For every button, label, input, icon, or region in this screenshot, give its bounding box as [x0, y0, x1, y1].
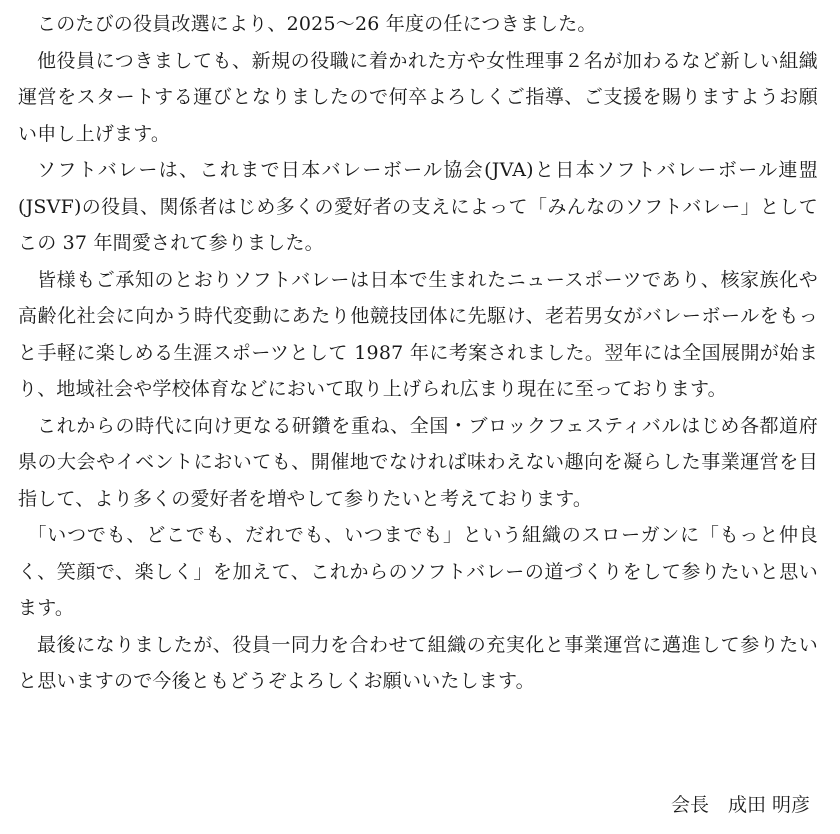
paragraph-origin: 皆様もご承知のとおりソフトバレーは日本で生まれたニュースポーツであり、核家族化や高齢化社会に向かう時代変動にあたり他競技団体に先駆け、老若男女がバレーボールをもっと手軽に楽しめる生涯スポーツとして 1987 年に考案されました。翌年には全国展開が始まり、地域社会や学校体育などにおいて取り上げられ広まり現在に至っております。: [18, 268, 818, 400]
paragraph-future: これからの時代に向け更なる研鑽を重ね、全国・ブロックフェスティバルはじめ各都道府県の大会やイベントにおいても、開催地でなければ味わえない趣向を凝らした事業運営を目指して、より多くの愛好者を増やして参りたいと考えております。: [18, 414, 818, 510]
signature-president: 会長 成田 明彦: [670, 794, 810, 816]
paragraph-slogan: 「いつでも、どこでも、だれでも、いつまでも」という組織のスローガンに「もっと仲良く、笑顔で、楽しく」を加えて、これからのソフトバレーの道づくりをして参りたいと思います。: [18, 524, 818, 619]
letter-body: [18, 6, 818, 700]
paragraph-officers: 他役員につきましても、新規の役職に着かれた方や女性理事２名が加わるなど新しい組織運営をスタートする運びとなりましたので何卒よろしくご指導、ご支援を賜りますようお願い申し上げます。: [18, 49, 818, 145]
paragraph-history: ソフトバレーは、これまで日本バレーボール協会(JVA)と日本ソフトバレーボール連盟(JSVF)の役員、関係者はじめ多くの愛好者の支えによって「みんなのソフトバレー」としてこの 37 年間愛されて参りました。: [18, 159, 818, 254]
paragraph-intro: このたびの役員改選により、2025～26 年度の任につきました。: [37, 13, 597, 35]
paragraph-closing: 最後になりましたが、役員一同力を合わせて組織の充実化と事業運営に邁進して参りたいと思いますので今後ともどうぞよろしくお願いいたします。: [18, 633, 818, 692]
